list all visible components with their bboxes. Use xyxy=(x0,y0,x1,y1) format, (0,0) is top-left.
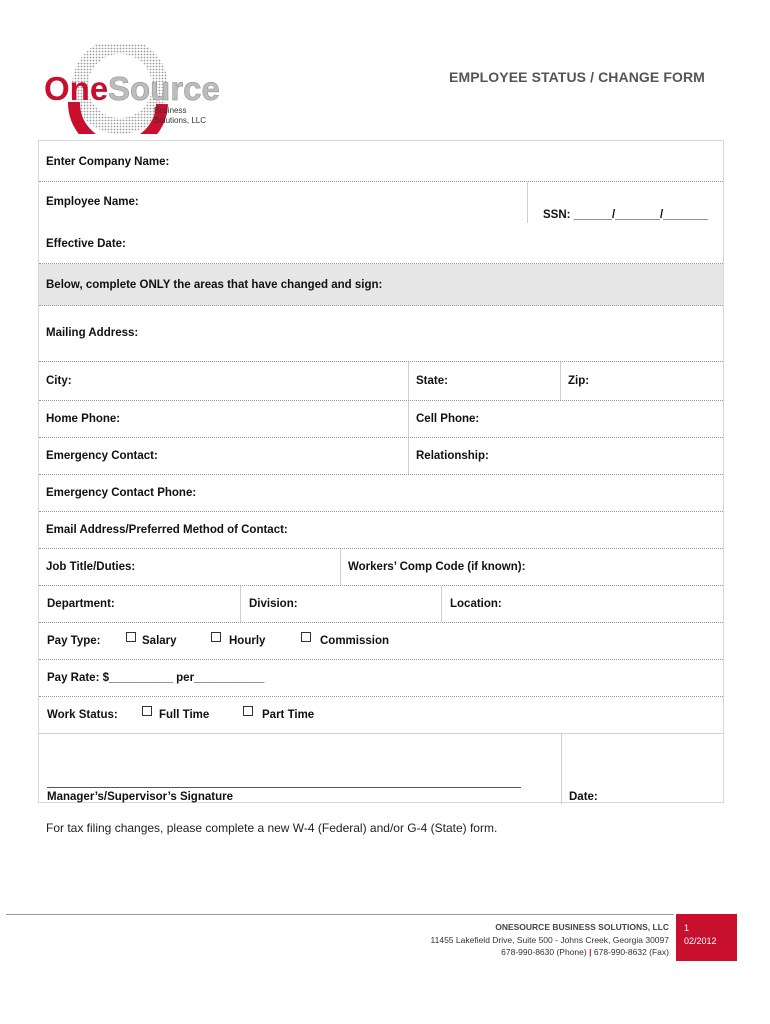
job-title-field[interactable] xyxy=(39,549,340,585)
footer-separator: | xyxy=(589,947,592,957)
footer-fax: 678-990-8632 (Fax) xyxy=(593,947,669,957)
state-label: State: xyxy=(416,375,448,387)
commission-option-label: Commission xyxy=(320,635,390,647)
relationship-label: Relationship: xyxy=(416,450,489,462)
hourly-option-label: Hourly xyxy=(229,635,266,647)
division-label: Division: xyxy=(249,598,298,610)
home-phone-field[interactable] xyxy=(39,401,408,437)
employee-change-form xyxy=(38,140,724,803)
work-status-label: Work Status: xyxy=(47,709,118,721)
cell-phone-label: Cell Phone: xyxy=(416,413,480,425)
page-number: 1 xyxy=(684,923,690,933)
pay-type-label: Pay Type: xyxy=(47,635,101,647)
footer-phones xyxy=(431,946,669,959)
revision-date: 02/2012 xyxy=(684,936,717,946)
employee-name-field[interactable] xyxy=(39,182,527,223)
part-time-option-label: Part Time xyxy=(262,709,315,721)
home-phone-label: Home Phone: xyxy=(46,413,121,425)
city-field[interactable] xyxy=(39,362,408,400)
full-time-checkbox[interactable] xyxy=(142,706,152,716)
workers-comp-field[interactable] xyxy=(340,549,723,585)
footer-phone: 678-990-8630 (Phone) xyxy=(501,947,587,957)
employee-name-row xyxy=(39,182,723,223)
department-row xyxy=(39,586,723,623)
city-label: City: xyxy=(46,375,72,387)
phone-row xyxy=(39,401,723,438)
tax-filing-note: For tax filing changes, please complete a new W-4 (Federal) and/or G-4 (State) form. xyxy=(46,821,498,835)
location-field[interactable] xyxy=(441,586,723,622)
logo-brand-one: One xyxy=(44,70,109,107)
company-logo xyxy=(44,44,224,134)
signature-date-field[interactable] xyxy=(561,734,723,804)
footer-divider xyxy=(6,914,674,915)
division-field[interactable] xyxy=(240,586,441,622)
company-name-row[interactable] xyxy=(39,141,723,182)
location-label: Location: xyxy=(450,598,502,610)
job-title-label: Job Title/Duties: xyxy=(46,561,136,573)
signature-label: Manager’s/Supervisor’s Signature xyxy=(47,791,233,803)
emergency-contact-row xyxy=(39,438,723,475)
full-time-option-label: Full Time xyxy=(159,709,210,721)
signature-row xyxy=(39,734,723,804)
logo-subtitle-2: Solutions, LLC xyxy=(154,116,207,125)
emergency-phone-label: Emergency Contact Phone: xyxy=(46,487,197,499)
signature-line xyxy=(47,787,521,788)
department-label: Department: xyxy=(47,598,115,610)
city-state-zip-row xyxy=(39,362,723,401)
mailing-address-row[interactable] xyxy=(39,306,723,362)
pay-type-row xyxy=(39,623,723,660)
employee-name-label: Employee Name: xyxy=(46,196,139,208)
signature-field[interactable] xyxy=(39,734,561,804)
form-title: EMPLOYEE STATUS / CHANGE FORM xyxy=(449,69,705,85)
instruction-row xyxy=(39,264,723,306)
footer-company: ONESOURCE BUSINESS SOLUTIONS, LLC xyxy=(495,922,669,932)
signature-date-label: Date: xyxy=(569,791,598,803)
workers-comp-label: Workers’ Comp Code (if known): xyxy=(348,561,526,573)
email-row[interactable] xyxy=(39,512,723,549)
effective-date-row[interactable] xyxy=(39,223,723,264)
commission-checkbox[interactable] xyxy=(301,632,311,642)
page-info-box xyxy=(676,914,737,961)
department-field[interactable] xyxy=(39,586,240,622)
logo-subtitle-1: Business xyxy=(154,106,187,115)
salary-option-label: Salary xyxy=(142,635,177,647)
job-row xyxy=(39,549,723,586)
pay-rate-label: Pay Rate: $__________ per___________ xyxy=(47,672,265,684)
zip-label: Zip: xyxy=(568,375,590,387)
work-status-row xyxy=(39,697,723,734)
footer-address: 11455 Lakefield Drive, Suite 500 - Johns Creek, Georgia 30097 xyxy=(430,934,669,945)
zip-field[interactable] xyxy=(560,362,723,400)
hourly-checkbox[interactable] xyxy=(211,632,221,642)
part-time-checkbox[interactable] xyxy=(243,706,253,716)
company-name-label: Enter Company Name: xyxy=(46,156,170,168)
instruction-text: Below, complete ONLY the areas that have changed and sign: xyxy=(46,279,383,291)
cell-phone-field[interactable] xyxy=(408,401,723,437)
pay-rate-row[interactable] xyxy=(39,660,723,697)
email-label: Email Address/Preferred Method of Contact: xyxy=(46,524,288,536)
effective-date-label: Effective Date: xyxy=(46,238,126,250)
relationship-field[interactable] xyxy=(408,438,723,474)
salary-checkbox[interactable] xyxy=(126,632,136,642)
logo-brand-source: Source xyxy=(108,70,220,107)
emergency-contact-label: Emergency Contact: xyxy=(46,450,158,462)
ssn-field[interactable] xyxy=(527,182,723,223)
mailing-address-label: Mailing Address: xyxy=(46,327,139,339)
emergency-contact-field[interactable] xyxy=(39,438,408,474)
emergency-phone-row[interactable] xyxy=(39,475,723,512)
state-field[interactable] xyxy=(408,362,560,400)
footer-contact xyxy=(431,921,669,959)
ssn-label: SSN: ______/_______/_______ xyxy=(543,209,708,221)
